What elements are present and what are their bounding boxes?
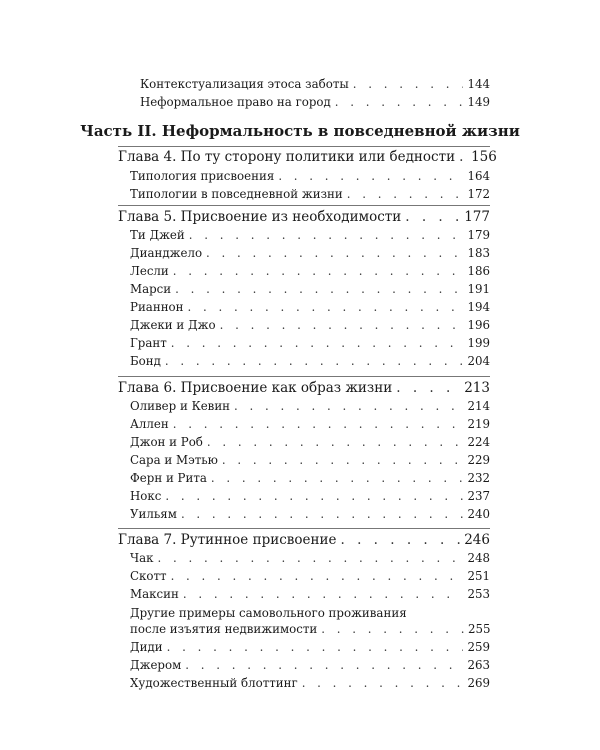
entry-title: Максин	[130, 587, 179, 601]
entry-title: Нокс	[130, 489, 162, 503]
toc-entry	[130, 247, 490, 261]
entry-title: Ферн и Рита	[130, 471, 207, 485]
entry-page: 196	[467, 318, 490, 332]
toc-entry	[130, 588, 490, 602]
chapter-page: 156	[471, 149, 497, 165]
entry-title: Скотт	[130, 569, 167, 583]
entry-title-line2: после изъятия недвижимости	[130, 622, 318, 636]
chapter-6-entry	[118, 381, 490, 397]
toc-entry	[130, 188, 490, 202]
entry-title: Ти Джей	[130, 228, 185, 242]
entry-title-line1: Другие примеры самовольного проживания	[130, 606, 407, 620]
toc-entry	[130, 337, 490, 351]
toc-entry	[130, 552, 490, 566]
entry-page: 237	[467, 489, 490, 503]
toc-entry	[140, 96, 490, 110]
toc-entry	[130, 659, 490, 673]
entry-page: 219	[467, 417, 490, 431]
toc-entry	[130, 508, 490, 522]
toc-entry	[130, 170, 490, 184]
toc-entry	[130, 436, 490, 450]
entry-title: Типология присвоения	[130, 169, 275, 183]
entry-page: 204	[467, 354, 490, 368]
chapter-page: 177	[464, 209, 490, 225]
toc-entry	[130, 301, 490, 315]
toc-entry	[130, 641, 490, 655]
toc-entry-multiline	[130, 605, 490, 637]
entry-title: Типологии в повседневной жизни	[130, 187, 343, 201]
toc-entry	[130, 472, 490, 486]
chapter-title: Глава 6. Присвоение как образ жизни	[118, 380, 393, 396]
toc-entry	[130, 319, 490, 333]
toc-entry	[140, 78, 490, 92]
entry-page: 224	[467, 435, 490, 449]
chapter-rule	[118, 528, 490, 529]
chapter-title: Глава 4. По ту сторону политики или бедности	[118, 149, 456, 165]
entry-title: Художественный блоттинг	[130, 676, 298, 690]
chapter-rule	[118, 205, 490, 206]
toc-entry	[130, 418, 490, 432]
toc-entry	[130, 265, 490, 279]
entry-page: 240	[467, 507, 490, 521]
chapter-rule	[118, 146, 490, 147]
chapter-title: Глава 7. Рутинное присвоение	[118, 532, 337, 548]
entry-title: Джон и Роб	[130, 435, 203, 449]
toc-entry	[130, 677, 490, 691]
entry-page: 232	[467, 471, 490, 485]
entry-title: Аллен	[130, 417, 169, 431]
entry-title: Диди	[130, 640, 163, 654]
entry-page: 269	[467, 676, 490, 690]
entry-title: Рианнон	[130, 300, 184, 314]
entry-title: Лесли	[130, 264, 169, 278]
entry-page: 253	[467, 587, 490, 601]
chapter-5-entry	[118, 210, 490, 226]
part-title: Часть II. Неформальность в повседневной жизни	[80, 122, 520, 140]
chapter-7-entry	[118, 533, 490, 549]
entry-title: Дианджело	[130, 246, 203, 260]
entry-title: Контекстуализация этоса заботы	[140, 77, 349, 91]
entry-page: 164	[467, 169, 490, 183]
entry-page: 251	[467, 569, 490, 583]
entry-title: Оливер и Кевин	[130, 399, 231, 413]
chapter-4-entry	[118, 149, 497, 166]
entry-page: 214	[467, 399, 490, 413]
toc-entry	[130, 355, 490, 369]
entry-title: Сара и Мэтью	[130, 453, 218, 467]
entry-title: Неформальное право на город	[140, 95, 331, 109]
chapter-page: 246	[464, 532, 490, 548]
toc-entry	[130, 490, 490, 504]
toc-entry	[130, 570, 490, 584]
entry-page: 144	[467, 77, 490, 91]
entry-title: Джеки и Джо	[130, 318, 216, 332]
chapter-rule	[118, 376, 490, 377]
toc-entry	[130, 454, 490, 468]
toc-entry	[130, 229, 490, 243]
entry-page: 255	[468, 622, 491, 636]
entry-page: 186	[467, 264, 490, 278]
entry-page: 259	[467, 640, 490, 654]
entry-page: 199	[467, 336, 490, 350]
toc-entry	[130, 283, 490, 297]
entry-page: 248	[467, 551, 490, 565]
entry-page: 172	[467, 187, 490, 201]
chapter-page: 213	[464, 380, 490, 396]
entry-page: 194	[467, 300, 490, 314]
entry-title: Чак	[130, 551, 154, 565]
entry-page: 263	[467, 658, 490, 672]
entry-page: 183	[467, 246, 490, 260]
entry-title: Уильям	[130, 507, 177, 521]
entry-page: 229	[467, 453, 490, 467]
entry-page: 191	[467, 282, 490, 296]
entry-page: 149	[467, 95, 490, 109]
entry-title: Джером	[130, 658, 182, 672]
toc-entry	[130, 400, 490, 414]
entry-title: Марси	[130, 282, 172, 296]
entry-title: Грант	[130, 336, 167, 350]
chapter-title: Глава 5. Присвоение из необходимости	[118, 209, 402, 225]
entry-page: 179	[467, 228, 490, 242]
entry-title: Бонд	[130, 354, 161, 368]
